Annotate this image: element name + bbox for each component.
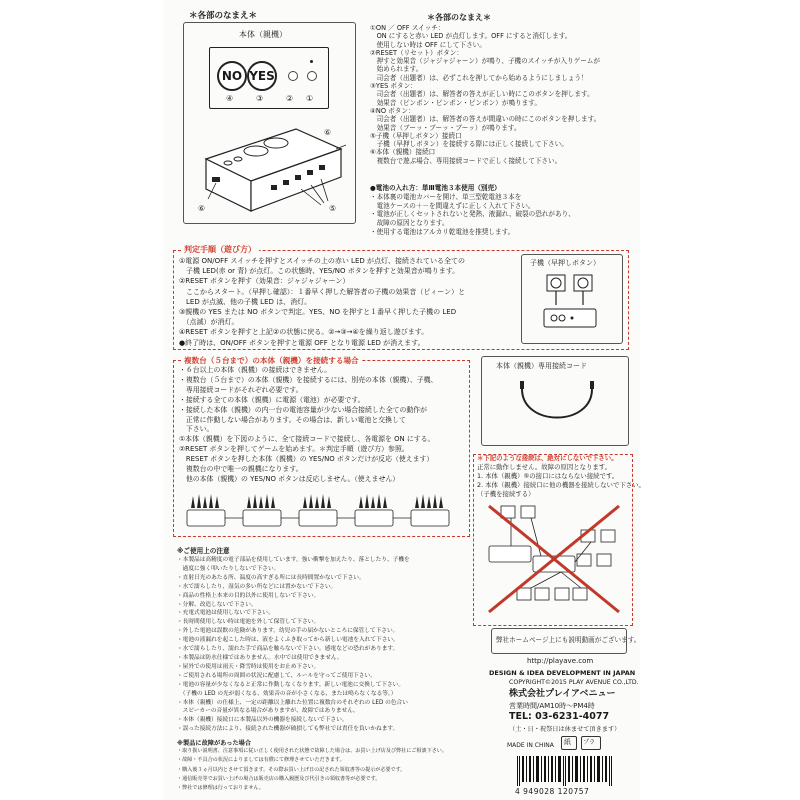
multi-line: RESET ボタンを押した本体（親機）の YES/NO ボタンだけが反応（使えます） — [179, 455, 434, 464]
reset-button-icon — [288, 71, 298, 81]
caution-line: ・ご使用される場所の周囲の状況に配慮して、ルールを守ってご使用下さい。 — [177, 672, 376, 679]
caution-line: ・電池の容量が少なくなると正常に作動しなくなります。新しい電池に交換して下さい。 — [177, 681, 405, 688]
paper-recycle-icon — [561, 736, 577, 750]
battery-line: ・本体裏の電池カバーを開け、単三型乾電池３本を — [370, 192, 522, 201]
caution-line: ・水で濡らしたり、湿気の多い所などには置かないで下さい。 — [177, 583, 337, 590]
judge-list — [179, 256, 465, 348]
parts-line: 効果音（ブーッ・ブーッ・ブーッ）が鳴ります。 — [370, 123, 521, 132]
child-button-label: 子機（早押しボタン） — [530, 259, 600, 267]
caution-line: ・本製品は防水仕様ではありません。水中では使用できません。 — [177, 654, 343, 661]
caution-line: ・本体（親機）の仕様上、一定の距離以上離れた位置に複数台のそれぞれの LED の色合い — [177, 699, 408, 706]
parts-title-right: ＊各部のなまえ＊ — [427, 13, 491, 22]
cord-label: 本体（親機）専用接続コード — [496, 362, 587, 370]
cord-icon — [502, 377, 612, 441]
device-caption: 本体（親機） — [239, 30, 287, 39]
multi-line: ・複数台（５台まで）の本体（親機）を接続するには、別売の本体（親機）、子機、 — [179, 375, 438, 384]
repairs-heading: ※製品に故障があった場合 — [177, 740, 252, 747]
multi-line: 複数台の中で唯一の親機になります。 — [179, 465, 303, 474]
company-name: 株式会社プレイアベニュー — [509, 689, 616, 699]
caution-line: ・屋外での使用は雨天・降雪時は使用をお止め下さい。 — [177, 663, 320, 670]
cautions-list — [177, 556, 410, 734]
child-button-figure — [521, 254, 623, 344]
cord-figure — [481, 356, 629, 446]
power-led-icon — [310, 60, 313, 63]
plastic-recycle-icon — [581, 736, 601, 750]
judge-line: ●終了時は、ON/OFF ボタンを押すと電源 OFF となり電源 LED が消えます。 — [179, 338, 425, 347]
parts-line: ④NO ボタン： — [370, 106, 415, 115]
repair-line: ・通信販売等でお買い上げの場合は販売店の購入履歴及び代引きの領収書等が必要です。 — [177, 775, 381, 782]
made-in: MADE IN CHINA — [507, 742, 554, 749]
multi-line: 他の本体（親機）の YES/NO ボタンは反応しません。（使えません） — [179, 474, 400, 483]
repair-line: ・取り扱い説明書、注意事項に従い正しく使用された状態で故障した場合は、お買い上げ店及び弊社にご相談下さい。 — [177, 748, 447, 754]
parts-line: ①ON ／ OFF スイッチ： — [370, 24, 445, 32]
parts-line: 押すと効果音（ジャジャジャーン）が鳴り、子機のスイッチが入りゲームが — [370, 57, 600, 66]
label-num6: ⑥ — [324, 128, 332, 137]
parts-line: ②RESET（リセット）ボタン： — [370, 48, 463, 57]
multi-line: 正常に作動しない場合があります。その場合は、新しい電池と交換して — [179, 415, 406, 424]
multi-line: 下さい。 — [179, 425, 214, 434]
judge-line: 子機 LED(赤 or 青) が点灯。この状態時、YES/NO ボタンを押すと効果音が鳴ります。 — [179, 267, 460, 276]
caution-line: ・長時間使用しない時は電池を外して保管して下さい。 — [177, 619, 320, 626]
website-note: 弊社ホームページ上にも説明動画がございます。 — [496, 636, 641, 644]
caution-line: ・水で濡らしたり、濡れた手で商品を触らないで下さい。感電などの恐れがあります。 — [177, 646, 399, 653]
telephone: TEL: 03-6231-4077 — [509, 711, 610, 722]
paper-recycle-label: 紙 — [564, 738, 571, 746]
wrong-connection-diagram — [481, 500, 626, 618]
copyright: COPYRIGHT©2015 PLAY AVENUE CO.,LTD. — [509, 679, 639, 686]
barcode-number: 4 949028 120757 — [515, 787, 590, 796]
design-credit: DESIGN & IDEA DEVELOPMENT IN JAPAN — [489, 669, 636, 677]
cautions-heading: ※ご使用上の注意 — [177, 547, 230, 555]
caution-line: 過度に強く叩いたりしないで下さい。 — [177, 565, 280, 572]
judge-line: （点滅）が消灯。 — [179, 318, 239, 327]
parts-line: 子機（早押しボタン）を接続する際には正しく接続して下さい。 — [370, 140, 568, 149]
parts-line: ⑤子機（早押しボタン）接続口 — [370, 131, 462, 140]
plastic-recycle-label: プラ — [583, 739, 596, 746]
business-hours: 営業時間/AM10時〜PM4時 — [509, 702, 595, 710]
no-button-illustration: NO — [217, 61, 247, 91]
judge-line: ④RESET ボタンを押すと上記②の状態に戻る。②→③→④を繰り返し遊びます。 — [179, 328, 429, 337]
label-num4: ④ — [226, 94, 234, 103]
judge-heading: 判定手順（遊び方） — [181, 244, 259, 255]
label-num3: ③ — [256, 94, 264, 103]
battery-line: ●電池の入れ方：単Ⅲ電池３本使用（別売） — [370, 184, 501, 192]
parts-line: 始められます。 — [370, 65, 423, 74]
multi-line: ・６台以上の本体（親機）の接続はできません。 — [179, 366, 332, 374]
caution-line: スピーカーの音量が異なる場合がありますが、故障ではありません。 — [177, 708, 359, 715]
repairs-list — [177, 747, 447, 793]
warning-line: （子機を接続する） — [477, 490, 535, 498]
parts-line: 効果音（ピンポン・ピンポン・ピンポン）が鳴ります。 — [370, 98, 541, 107]
label-num1: ① — [306, 94, 314, 103]
judge-line: ①電源 ON/OFF スイッチを押すとスイッチの上の赤い LED が点灯、接続されている全ての — [179, 257, 465, 265]
multi-line: ・接続する全ての本体（親機）に電源（電池）が必要です。 — [179, 395, 365, 404]
yes-button-illustration: YES — [247, 61, 277, 91]
parts-line: 複数台で遊ぶ場合、専用接続コードで正しく接続して下さい。 — [370, 156, 562, 165]
warning-line: 正常に動作しません。故障の原因となります。 — [477, 463, 612, 471]
warning-line: 2. 本体（親機）接続口に他の機器を接続しないで下さい。 — [477, 481, 645, 489]
parts-line: 司会者（出題者）は、解答者の答えが正しい時にこのボタンを押します。 — [370, 90, 594, 99]
warning-list — [477, 454, 645, 499]
repair-line: ・弊社では修理は行っておりません。 — [177, 785, 264, 792]
repair-line: ・故障・不具合の状況によりましては有償にて修理させていただきます。 — [177, 757, 345, 764]
label-num5: ⑤ — [329, 204, 337, 213]
parts-line: 司会者（出題者）は、必ずこれを押してから始めるようにしましょう！ — [370, 73, 588, 82]
device-illustration-box — [183, 22, 356, 224]
website-url[interactable]: http://playave.com — [527, 657, 594, 665]
caution-line: ・充電式電池は使用しないで下さい。 — [177, 610, 274, 617]
battery-list — [370, 184, 575, 237]
package-back — [163, 0, 645, 800]
parts-line: ON にすると赤い LED が点灯します。OFF にすると消灯します。 — [370, 32, 572, 41]
multi-line: ①本体（親機）を下図のように、全て接続コードで接続し、各電源を ON にする。 — [179, 435, 435, 444]
battery-line: ・使用する電池はアルカリ乾電池を推奨します。 — [370, 227, 515, 236]
website-note-box — [491, 628, 641, 654]
closed-days: （土・日・祝祭日は休ませて頂きます） — [509, 726, 621, 733]
multi-connection-diagram — [185, 492, 465, 532]
caution-line: ・本製品は高精度の電子部品を使用しています。強い衝撃を加えたり、落としたり、子機を — [177, 557, 410, 563]
warning-heading: ＊下記のような接続は、絶対にしないで下さい。 — [477, 454, 618, 462]
power-switch-icon — [307, 71, 317, 81]
caution-line: ・本体（親機）接続口に本製品以外の機器を接続しないで下さい。 — [177, 717, 348, 724]
caution-line: （子機の LED の光が弱くなる、効果音の音が小さくなる、または鳴らなくなる等。） — [177, 690, 397, 697]
repair-line: ・購入後３ヵ月以内とさせて頂きます。その際お買い上げ日の記された領収書等の提示が必要です。 — [177, 766, 406, 773]
battery-line: ・電池が正しくセットされないと発熱、液漏れ、破裂の恐れがあり、 — [370, 210, 575, 219]
judge-line: ③親機の YES または NO ボタンで判定。YES、NO を押すと１番早く押した子機の LED — [179, 308, 457, 317]
judge-line: ここからスタート。（早押し確認）：１番早く押した解答者の子機の効果音（ピィーン）と — [179, 287, 466, 296]
judge-line: ②RESET ボタンを押す（効果音：ジャジャジャーン） — [179, 277, 350, 286]
caution-line: ・分解、改造しないで下さい。 — [177, 601, 257, 608]
caution-line: ・外した電池は誤飲の危険があります。幼児の手の届かないところに保管して下さい。 — [177, 628, 399, 635]
parts-title-left: ＊各部のなまえ＊ — [189, 11, 258, 21]
warning-line: 1. 本体（親機）⑤の接口にはならない接続です。 — [477, 472, 619, 480]
multi-line: ・接続した本体（親機）の内一台の電池容量が少ない場合接続した全ての動作が — [179, 405, 428, 414]
caution-line: ・電池の液漏れを起こした時は、液をよくふき取ってから新しい電池を入れて下さい。 — [177, 637, 399, 644]
caution-line: ・誤った接続方法により、接続された機器が破損しても弊社では責任を負いかねます。 — [177, 726, 399, 733]
multi-line: 専用接続コードがそれぞれ必要です。 — [179, 385, 303, 394]
battery-line: 電池ケースの＋－を間違えずに正しく入れて下さい。 — [370, 201, 535, 210]
label-num6-connector: ⑥ — [198, 204, 206, 213]
multi-line: ②RESET ボタンを押してゲームを始めます。＊判定手順（遊び方）参照。 — [179, 445, 409, 454]
multi-list — [179, 366, 437, 485]
barcode-icon — [515, 756, 621, 790]
parts-line: 司会者（出題者）は、解答者の答えが間違いの時にこのボタンを押します。 — [370, 115, 601, 124]
parts-line: 使用しない時は OFF にして下さい。 — [370, 40, 486, 49]
caution-line: ・商品の性格上本来の目的以外に使用しないで下さい。 — [177, 592, 320, 599]
battery-line: 故障の原因となります。 — [370, 219, 449, 228]
caution-line: ・直射日光のあたる所、温度の高すぎる所には長時間置かないで下さい。 — [177, 574, 365, 581]
label-num2: ② — [286, 94, 294, 103]
child-button-diagram — [532, 271, 612, 337]
judge-line: LED が点滅、他の子機 LED は、消灯。 — [179, 297, 312, 306]
parts-line: ⑥本体（親機）接続口 — [370, 148, 436, 157]
multi-heading: 複数台（５台まで）の本体（親機）を接続する場合 — [181, 355, 362, 366]
parts-line: ③YES ボタン： — [370, 82, 417, 91]
parts-list — [370, 24, 600, 165]
